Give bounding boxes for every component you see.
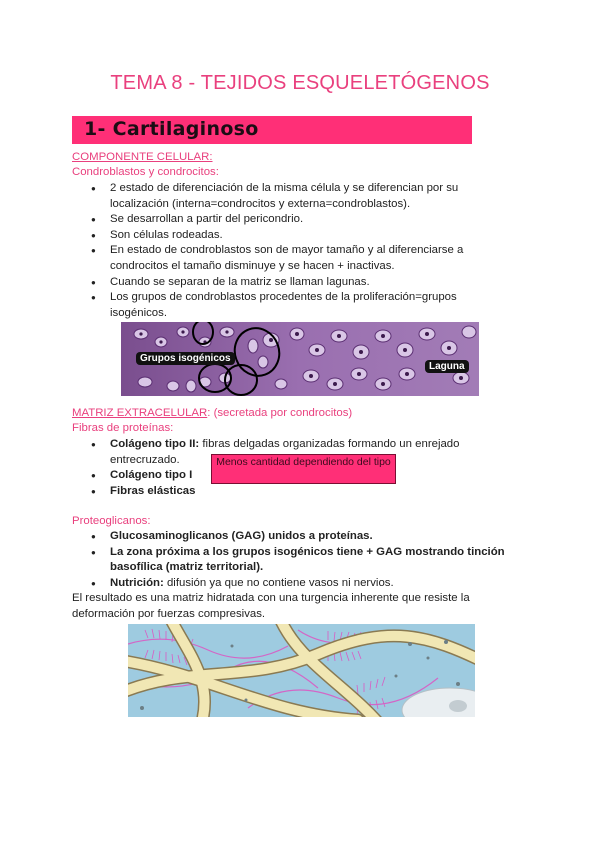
list-item	[91, 484, 511, 500]
matrix-illustration-svg	[128, 624, 475, 717]
callout-note: Menos cantidad dependiendo del tipo	[211, 454, 396, 484]
list-item: ● Son células rodeadas.	[91, 228, 511, 244]
proteo-heading: Proteoglicanos:	[72, 515, 151, 527]
list-item	[91, 545, 511, 576]
list-item: ● En estado de condroblastos son de mayor tamaño y al diferenciarse a condrocitos el tamaño disminuye y se hacen + inactivas.	[91, 243, 511, 274]
list-item-bold: Glucosaminoglicanos (GAG) unidos a proteínas.	[110, 530, 373, 542]
list-item-bold: Colágeno tipo II:	[110, 438, 200, 450]
section-banner-label: 1- Cartilaginoso	[84, 118, 259, 140]
list-item: ● Cuando se separan de la matriz se llaman lagunas.	[91, 275, 511, 291]
componente-heading: COMPONENTE CELULAR:	[72, 151, 213, 163]
resultado-paragraph: El resultado es una matriz hidratada con una turgencia inherente que resiste la deformación por fuerzas compresivas.	[72, 592, 470, 620]
list-item: ● Los grupos de condroblastos procedentes de la proliferación=grupos isogénicos.	[91, 290, 511, 321]
image-label-isogenic: Grupos isogénicos	[136, 352, 235, 365]
matrix-illustration	[128, 624, 475, 717]
list-item: ● 2 estado de diferenciación de la misma célula y se diferencian por su localización (interna=condrocitos y externa=condroblastos).	[91, 181, 511, 212]
list-item-text: fibras delgadas organizadas formando un enrejado entrecruzado.	[110, 438, 460, 466]
fibras-subheading: Fibras de proteínas:	[72, 422, 174, 434]
image-label-laguna: Laguna	[425, 360, 469, 373]
page-title: TEMA 8 - TEJIDOS ESQUELETÓGENOS	[110, 72, 490, 94]
list-item: ● Se desarrollan a partir del pericondrio.	[91, 212, 511, 228]
matriz-heading: MATRIZ EXTRACELULAR	[72, 407, 208, 419]
list-item-bold: Fibras elásticas	[110, 484, 196, 497]
list-item-bold: La zona próxima a los grupos isogénicos tiene + GAG mostrando tinción basofílica (matriz territorial).	[110, 545, 505, 574]
matriz-heading-note: : (secretada por condrocitos)	[207, 407, 353, 419]
cartilage-micrograph	[121, 322, 479, 396]
proteo-list	[91, 529, 511, 591]
list-item	[91, 529, 511, 545]
list-item	[91, 576, 511, 592]
list-item-bold: Colágeno tipo I	[110, 469, 193, 482]
componente-list	[91, 181, 511, 321]
list-item-bold: Nutrición:	[110, 576, 164, 589]
section-banner	[72, 116, 472, 144]
matriz-heading-line	[72, 406, 352, 422]
list-item-text: difusión ya que no contiene vasos ni nervios.	[163, 576, 394, 589]
componente-subheading: Condroblastos y condrocitos:	[72, 166, 219, 178]
